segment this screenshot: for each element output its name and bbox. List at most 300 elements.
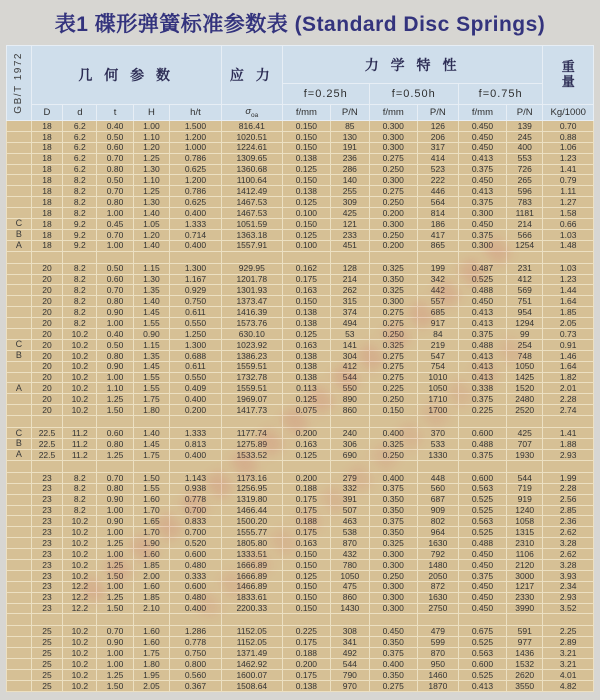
table-row xyxy=(7,329,594,340)
cell: 0.163 xyxy=(282,339,330,350)
cell: 0.188 xyxy=(282,516,330,527)
cell: 544 xyxy=(330,372,369,383)
row-label-cell xyxy=(7,516,32,527)
cell: 0.778 xyxy=(170,637,222,648)
cell: 0.138 xyxy=(282,186,330,197)
cell: 1805.80 xyxy=(221,538,282,549)
cell: 0.409 xyxy=(170,383,222,394)
cell: 414 xyxy=(417,153,458,164)
cell: 0.163 xyxy=(282,285,330,296)
cell: 0.413 xyxy=(458,186,506,197)
cell: 8.2 xyxy=(63,483,97,494)
cell: 1930 xyxy=(507,449,543,460)
cell: 748 xyxy=(507,350,543,361)
cell: 1020.51 xyxy=(221,131,282,142)
cell: 2.62 xyxy=(543,527,594,538)
cell: 0.929 xyxy=(170,285,222,296)
cell: 0.100 xyxy=(282,208,330,219)
cell: 1.58 xyxy=(543,208,594,219)
cell: 240 xyxy=(330,428,369,439)
cell: 0.375 xyxy=(458,394,506,405)
cell: 8.2 xyxy=(63,175,97,186)
cell: 1.85 xyxy=(133,592,169,603)
row-label-cell xyxy=(7,592,32,603)
row-label-cell xyxy=(7,603,32,614)
cell: 0.560 xyxy=(170,669,222,680)
cell: 2.10 xyxy=(133,603,169,614)
cell: 523 xyxy=(417,164,458,175)
cell: 0.413 xyxy=(458,318,506,329)
table-row xyxy=(7,538,594,549)
cell: 0.600 xyxy=(458,428,506,439)
cell: 1.500 xyxy=(170,121,222,132)
group-separator-row xyxy=(7,460,594,472)
cell: 12.2 xyxy=(63,592,97,603)
cell: 964 xyxy=(417,527,458,538)
spacer-cell xyxy=(133,614,169,626)
cell: 23 xyxy=(31,592,63,603)
spacer-cell xyxy=(417,416,458,428)
cell: 0.400 xyxy=(170,394,222,405)
table-row xyxy=(7,483,594,494)
cell: 1240 xyxy=(507,505,543,516)
cell: 2.25 xyxy=(543,626,594,637)
geometry-group-header: 几 何 参 数 xyxy=(31,46,221,105)
cell: 20 xyxy=(31,296,63,307)
cell: 10.2 xyxy=(63,637,97,648)
cell: 872 xyxy=(417,581,458,592)
spacer-cell xyxy=(170,251,222,263)
cell: 0.150 xyxy=(282,121,330,132)
spacer-cell xyxy=(458,416,506,428)
cell: 909 xyxy=(417,505,458,516)
row-label-cell: B xyxy=(7,350,32,361)
table-row xyxy=(7,175,594,186)
cell: 1666.89 xyxy=(221,559,282,570)
cell: 0.450 xyxy=(458,219,506,230)
cell: 0.400 xyxy=(170,603,222,614)
cell: 0.413 xyxy=(458,307,506,318)
spacer-cell xyxy=(97,460,133,472)
table-row xyxy=(7,274,594,285)
table-row xyxy=(7,648,594,659)
cell: 309 xyxy=(330,197,369,208)
cell: 0.300 xyxy=(369,219,417,230)
cell: 865 xyxy=(417,240,458,251)
cell: 10.2 xyxy=(63,394,97,405)
cell: 0.250 xyxy=(369,329,417,340)
cell: 564 xyxy=(417,197,458,208)
cell: 0.138 xyxy=(282,680,330,691)
table-row xyxy=(7,121,594,132)
cell: 2.62 xyxy=(543,549,594,560)
col-header-D: D xyxy=(31,105,63,121)
cell: 2.89 xyxy=(543,637,594,648)
cell: 1.30 xyxy=(133,197,169,208)
cell: 10.2 xyxy=(63,527,97,538)
spacer-cell xyxy=(417,614,458,626)
cell: 1.00 xyxy=(97,372,133,383)
cell: 0.40 xyxy=(97,121,133,132)
spacer-cell xyxy=(221,251,282,263)
cell: 0.138 xyxy=(282,361,330,372)
cell: 425 xyxy=(330,208,369,219)
cell: 1.40 xyxy=(133,208,169,219)
cell: 0.70 xyxy=(97,626,133,637)
cell: 315 xyxy=(330,296,369,307)
table-row xyxy=(7,449,594,460)
row-label-cell: A xyxy=(7,383,32,394)
cell: 191 xyxy=(330,142,369,153)
cell: 0.325 xyxy=(369,263,417,274)
cell: 0.50 xyxy=(97,339,133,350)
cell: 1309.65 xyxy=(221,153,282,164)
cell: 0.750 xyxy=(170,296,222,307)
cell: 0.225 xyxy=(282,626,330,637)
cell: 1710 xyxy=(417,394,458,405)
table-row xyxy=(7,516,594,527)
cell: 1700 xyxy=(417,405,458,416)
row-label-cell xyxy=(7,559,32,570)
cell: 0.125 xyxy=(282,229,330,240)
cell: 1.00 xyxy=(97,240,133,251)
cell: 1.85 xyxy=(543,307,594,318)
table-row xyxy=(7,186,594,197)
cell: 0.300 xyxy=(369,131,417,142)
spacer-cell xyxy=(369,416,417,428)
col-header-p025: P/N xyxy=(330,105,369,121)
cell: 0.525 xyxy=(458,494,506,505)
cell: 18 xyxy=(31,229,63,240)
cell: 1.44 xyxy=(543,285,594,296)
cell: 1.25 xyxy=(97,538,133,549)
cell: 0.300 xyxy=(369,559,417,570)
cell: 1360.68 xyxy=(221,164,282,175)
cell: 1.88 xyxy=(543,439,594,450)
cell: 1201.78 xyxy=(221,274,282,285)
cell: 1666.89 xyxy=(221,570,282,581)
cell: 0.400 xyxy=(369,472,417,483)
cell: 0.300 xyxy=(369,549,417,560)
cell: 1467.53 xyxy=(221,197,282,208)
table-row xyxy=(7,669,594,680)
cell: 0.50 xyxy=(97,175,133,186)
cell: 3.21 xyxy=(543,659,594,670)
cell: 0.175 xyxy=(282,669,330,680)
cell: 2330 xyxy=(507,592,543,603)
cell: 0.150 xyxy=(282,549,330,560)
cell: 870 xyxy=(417,648,458,659)
cell: 1.03 xyxy=(543,229,594,240)
cell: 2520 xyxy=(507,405,543,416)
cell: 1371.49 xyxy=(221,648,282,659)
spacer-cell xyxy=(282,251,330,263)
cell: 1.80 xyxy=(133,405,169,416)
cell: 0.90 xyxy=(97,516,133,527)
cell: 2200.33 xyxy=(221,603,282,614)
cell: 1051.59 xyxy=(221,219,282,230)
cell: 0.275 xyxy=(369,186,417,197)
cell: 1630 xyxy=(417,538,458,549)
cell: 1.60 xyxy=(133,581,169,592)
cell: 977 xyxy=(507,637,543,648)
cell: 2.01 xyxy=(543,383,594,394)
cell: 10.2 xyxy=(63,361,97,372)
row-label-cell xyxy=(7,659,32,670)
cell: 1.25 xyxy=(97,449,133,460)
cell: 0.125 xyxy=(282,197,330,208)
cell: 6.2 xyxy=(63,142,97,153)
cell: 0.200 xyxy=(282,428,330,439)
cell: 1050 xyxy=(417,383,458,394)
col-header-d: d xyxy=(63,105,97,121)
row-label-cell: B xyxy=(7,229,32,240)
cell: 1500.20 xyxy=(221,516,282,527)
table-row xyxy=(7,142,594,153)
cell: 0.625 xyxy=(170,197,222,208)
row-label-cell xyxy=(7,153,32,164)
cell: 0.525 xyxy=(458,527,506,538)
cell: 0.113 xyxy=(282,383,330,394)
row-label-cell xyxy=(7,549,32,560)
row-label-cell xyxy=(7,274,32,285)
group-separator-row xyxy=(7,614,594,626)
cell: 754 xyxy=(417,361,458,372)
cell: 0.450 xyxy=(458,121,506,132)
spacer-cell xyxy=(97,614,133,626)
row-label-cell xyxy=(7,175,32,186)
cell: 417 xyxy=(417,229,458,240)
cell: 2480 xyxy=(507,394,543,405)
cell: 0.80 xyxy=(97,296,133,307)
cell: 0.175 xyxy=(282,637,330,648)
spacer-cell xyxy=(170,614,222,626)
cell: 0.250 xyxy=(369,449,417,460)
spacer-cell xyxy=(458,460,506,472)
cell: 1.75 xyxy=(133,648,169,659)
cell: 10.2 xyxy=(63,669,97,680)
cell: 591 xyxy=(507,626,543,637)
cell: 10.2 xyxy=(63,570,97,581)
cell: 970 xyxy=(330,680,369,691)
cell: 0.400 xyxy=(170,449,222,460)
cell: 1870 xyxy=(417,680,458,691)
cell: 233 xyxy=(330,229,369,240)
cell: 10.2 xyxy=(63,350,97,361)
cell: 950 xyxy=(417,659,458,670)
table-row xyxy=(7,637,594,648)
cell: 1559.51 xyxy=(221,383,282,394)
cell: 446 xyxy=(417,186,458,197)
cell: 0.350 xyxy=(369,669,417,680)
cell: 0.400 xyxy=(369,428,417,439)
cell: 0.150 xyxy=(282,581,330,592)
cell: 3.52 xyxy=(543,603,594,614)
cell: 425 xyxy=(507,428,543,439)
cell: 0.80 xyxy=(97,350,133,361)
cell: 0.175 xyxy=(282,505,330,516)
cell: 1.10 xyxy=(133,131,169,142)
cell: 1152.05 xyxy=(221,626,282,637)
cell: 0.300 xyxy=(369,581,417,592)
cell: 0.188 xyxy=(282,648,330,659)
cell: 10.2 xyxy=(63,648,97,659)
cell: 341 xyxy=(330,637,369,648)
cell: 0.450 xyxy=(458,142,506,153)
cell: 1.286 xyxy=(170,626,222,637)
spacer-cell xyxy=(369,251,417,263)
cell: 245 xyxy=(507,131,543,142)
cell: 0.150 xyxy=(282,559,330,570)
cell: 1181 xyxy=(507,208,543,219)
cell: 8.2 xyxy=(63,505,97,516)
cell: 1466.44 xyxy=(221,505,282,516)
cell: 0.375 xyxy=(458,197,506,208)
row-label-cell: A xyxy=(7,449,32,460)
cell: 0.250 xyxy=(369,570,417,581)
cell: 199 xyxy=(417,263,458,274)
cell: 20 xyxy=(31,274,63,285)
table-row xyxy=(7,505,594,516)
cell: 1.55 xyxy=(133,483,169,494)
cell: 23 xyxy=(31,494,63,505)
cell: 1508.64 xyxy=(221,680,282,691)
cell: 25 xyxy=(31,626,63,637)
cell: 20 xyxy=(31,361,63,372)
cell: 1106 xyxy=(507,549,543,560)
table-row xyxy=(7,197,594,208)
cell: 23 xyxy=(31,581,63,592)
table-row xyxy=(7,153,594,164)
cell: 0.611 xyxy=(170,361,222,372)
col-header-t: t xyxy=(97,105,133,121)
cell: 12.2 xyxy=(63,603,97,614)
cell: 0.375 xyxy=(369,483,417,494)
cell: 0.200 xyxy=(369,208,417,219)
cell: 0.200 xyxy=(369,240,417,251)
cell: 23 xyxy=(31,472,63,483)
cell: 370 xyxy=(417,428,458,439)
cell: 0.600 xyxy=(458,472,506,483)
spacer-cell xyxy=(63,460,97,472)
cell: 23 xyxy=(31,483,63,494)
cell: 8.2 xyxy=(63,472,97,483)
cell: 1466.89 xyxy=(221,581,282,592)
cell: 10.2 xyxy=(63,372,97,383)
cell: 1.25 xyxy=(97,394,133,405)
cell: 10.2 xyxy=(63,516,97,527)
cell: 0.813 xyxy=(170,439,222,450)
cell: 10.2 xyxy=(63,559,97,570)
table-row xyxy=(7,626,594,637)
cell: 0.300 xyxy=(458,240,506,251)
cell: 0.200 xyxy=(282,659,330,670)
cell: 0.250 xyxy=(369,229,417,240)
cell: 0.250 xyxy=(369,394,417,405)
table-row xyxy=(7,219,594,230)
cell: 141 xyxy=(330,339,369,350)
cell: 0.938 xyxy=(170,483,222,494)
spacer-cell xyxy=(133,416,169,428)
spacer-cell xyxy=(417,460,458,472)
cell: 0.075 xyxy=(282,405,330,416)
table-row xyxy=(7,603,594,614)
cell: 1425 xyxy=(507,372,543,383)
cell: 1.00 xyxy=(97,581,133,592)
cell: 0.450 xyxy=(458,549,506,560)
cell: 1.200 xyxy=(170,131,222,142)
cell: 1.50 xyxy=(97,570,133,581)
spacer-cell xyxy=(417,251,458,263)
cell: 0.150 xyxy=(282,219,330,230)
cell: 25 xyxy=(31,648,63,659)
cell: 0.275 xyxy=(369,361,417,372)
cell: 0.125 xyxy=(282,570,330,581)
cell: 0.375 xyxy=(369,648,417,659)
cell: 0.200 xyxy=(170,405,222,416)
cell: 1.23 xyxy=(543,274,594,285)
row-label-cell xyxy=(7,329,32,340)
cell: 0.375 xyxy=(458,229,506,240)
cell: 1373.47 xyxy=(221,296,282,307)
cell: 1732.78 xyxy=(221,372,282,383)
cell: 1.03 xyxy=(543,263,594,274)
row-label-cell xyxy=(7,296,32,307)
col-header-p075: P/N xyxy=(507,105,543,121)
spacer-cell xyxy=(507,460,543,472)
cell: 463 xyxy=(330,516,369,527)
cell: 1.45 xyxy=(133,361,169,372)
cell: 1.85 xyxy=(133,559,169,570)
cell: 1416.39 xyxy=(221,307,282,318)
cell: 1.333 xyxy=(170,428,222,439)
cell: 265 xyxy=(507,175,543,186)
cell: 25 xyxy=(31,637,63,648)
cell: 1.20 xyxy=(133,229,169,240)
cell: 412 xyxy=(507,274,543,285)
cell: 0.73 xyxy=(543,329,594,340)
table-row xyxy=(7,296,594,307)
cell: 0.70 xyxy=(543,121,594,132)
cell: 23 xyxy=(31,603,63,614)
cell: 0.487 xyxy=(458,263,506,274)
cell: 0.60 xyxy=(97,142,133,153)
cell: 0.488 xyxy=(458,339,506,350)
cell: 1.25 xyxy=(97,669,133,680)
cell: 0.550 xyxy=(170,318,222,329)
cell: 1.75 xyxy=(133,449,169,460)
cell: 751 xyxy=(507,296,543,307)
row-label-cell xyxy=(7,472,32,483)
cell: 0.563 xyxy=(458,648,506,659)
cell: 1.64 xyxy=(543,361,594,372)
table-row xyxy=(7,659,594,670)
table-row xyxy=(7,405,594,416)
cell: 0.138 xyxy=(282,372,330,383)
cell: 544 xyxy=(507,472,543,483)
cell: 919 xyxy=(507,494,543,505)
cell: 0.60 xyxy=(97,428,133,439)
cell: 0.300 xyxy=(369,603,417,614)
cell: 1.60 xyxy=(133,626,169,637)
cell: 1.11 xyxy=(543,186,594,197)
deflection-level-050h: f=0.50h xyxy=(369,84,458,105)
cell: 0.750 xyxy=(170,648,222,659)
cell: 0.79 xyxy=(543,175,594,186)
cell: 0.525 xyxy=(458,274,506,285)
cell: 0.350 xyxy=(369,527,417,538)
cell: 860 xyxy=(330,405,369,416)
